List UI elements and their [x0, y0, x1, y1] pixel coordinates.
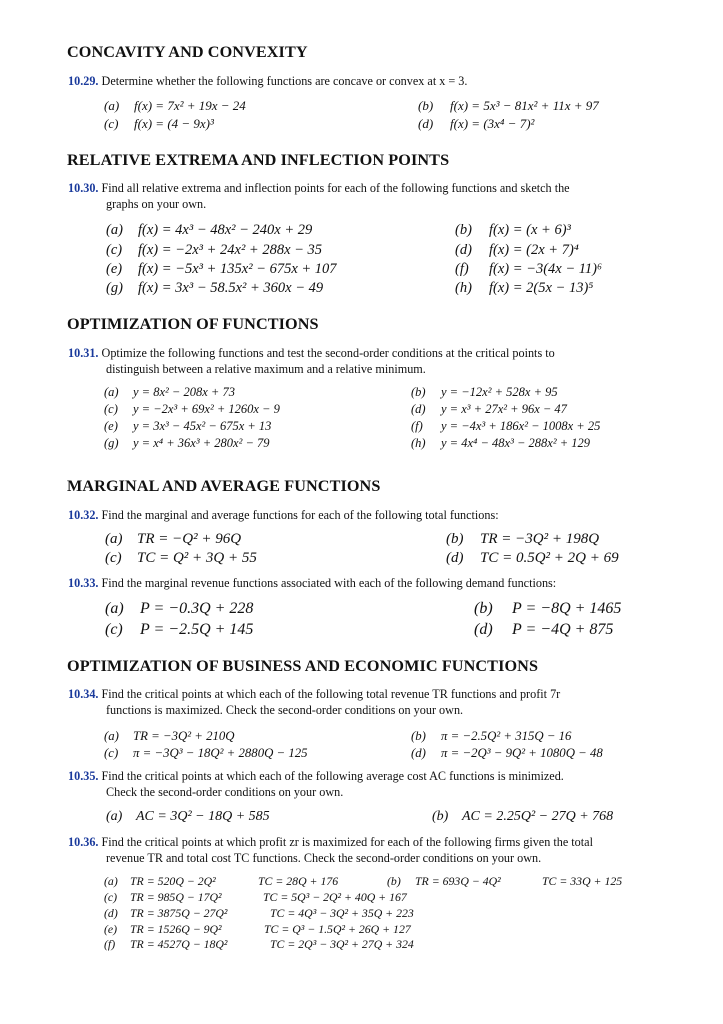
item-expression: f(x) = −5x³ + 135x² − 675x + 107	[138, 261, 337, 277]
item-label: (b)	[387, 874, 401, 888]
problem-statement	[68, 687, 668, 718]
item-tc-expression: TC = Q³ − 1.5Q² + 26Q + 127	[264, 922, 411, 936]
item-label: (a)	[106, 222, 123, 238]
equation-item	[411, 419, 600, 434]
equation-item	[446, 550, 619, 567]
item-expression: TR = −3Q² + 210Q	[133, 729, 235, 743]
item-label: (d)	[455, 242, 472, 258]
item-expression: f(x) = 5x³ − 81x² + 11x + 97	[450, 98, 599, 113]
problem-number: 10.31.	[68, 346, 99, 360]
problem-text: Optimize the following functions and test the second-order conditions at the critical points to	[101, 346, 555, 360]
item-tr-expression: TR = 3875Q − 27Q²	[130, 906, 228, 920]
item-label: (c)	[106, 242, 123, 258]
item-expression: y = 3x³ − 45x² − 675x + 13	[133, 419, 272, 433]
item-label: (a)	[105, 600, 124, 617]
item-expression: y = −4x³ + 186x² − 1008x + 25	[441, 419, 601, 433]
problem-number: 10.35.	[68, 769, 99, 783]
problem-statement	[68, 769, 668, 800]
item-expression: π = −2.5Q² + 315Q − 16	[441, 729, 572, 743]
section-heading	[67, 43, 687, 62]
equation-item	[106, 242, 322, 259]
item-label: (d)	[446, 550, 464, 566]
item-label: (f)	[411, 419, 423, 433]
item-label: (g)	[106, 280, 123, 296]
equation-item	[411, 436, 590, 451]
item-label: (d)	[411, 746, 426, 760]
item-tc-expression: TC = 5Q³ − 2Q² + 40Q + 167	[263, 890, 407, 904]
problem-statement	[68, 346, 668, 377]
item-label: (e)	[106, 261, 123, 277]
section-heading	[67, 315, 687, 334]
item-label: (c)	[104, 890, 118, 904]
equation-item	[418, 98, 599, 114]
equation-item	[104, 419, 271, 434]
item-expression: P = −2.5Q + 145	[140, 621, 254, 638]
problem-text-continued: functions is maximized. Check the second-order conditions on your own.	[106, 702, 464, 717]
item-expression: TR = −Q² + 96Q	[137, 531, 242, 547]
item-label: (c)	[104, 402, 118, 416]
equation-item	[432, 809, 613, 825]
problem-text: Find the critical points at which each of the following total revenue TR functions and profit 7r	[101, 687, 561, 701]
equation-item	[106, 280, 323, 297]
item-expression: y = −12x² + 528x + 95	[441, 385, 558, 399]
problem-text: Find all relative extrema and inflection points for each of the following functions and sketch the	[101, 181, 570, 195]
item-tc-expression: TC = 4Q³ − 3Q² + 35Q + 223	[270, 906, 414, 920]
item-label: (g)	[104, 436, 119, 450]
problem-number: 10.30.	[68, 181, 99, 195]
equation-item	[105, 621, 253, 639]
problem-text: Determine whether the following functions are concave or convex at x = 3.	[101, 74, 468, 88]
item-label: (a)	[104, 729, 119, 743]
equation-item	[104, 746, 308, 761]
equation-item	[104, 402, 280, 417]
problem-number: 10.36.	[68, 835, 99, 849]
equation-item	[411, 402, 567, 417]
equation-item	[104, 116, 214, 132]
item-expression: f(x) = −3(4x − 11)⁶	[489, 261, 603, 277]
item-label: (d)	[411, 402, 426, 416]
item-expression: y = 8x² − 208x + 73	[133, 385, 235, 399]
section-title: MARGINAL AND AVERAGE FUNCTIONS	[67, 477, 381, 495]
item-label: (c)	[104, 116, 119, 131]
problem-text-continued: Check the second-order conditions on your own.	[106, 784, 344, 799]
problem-statement	[68, 181, 668, 212]
item-label: (h)	[455, 280, 472, 296]
equation-item	[106, 222, 312, 239]
item-label: (b)	[418, 98, 434, 113]
equation-item	[104, 98, 246, 114]
item-tc-expression: TC = 2Q³ − 3Q² + 27Q + 324	[270, 937, 414, 951]
equation-item	[104, 906, 414, 921]
problem-text-continued: revenue TR and total cost TC functions. Check the second-order conditions on your own.	[106, 850, 542, 865]
equation-item	[105, 600, 253, 618]
item-expression: P = −8Q + 1465	[512, 600, 622, 617]
equation-item	[446, 531, 599, 548]
item-label: (a)	[104, 385, 119, 399]
section-title: RELATIVE EXTREMA AND INFLECTION POINTS	[67, 151, 450, 169]
item-expression: y = x³ + 27x² + 96x − 47	[441, 402, 567, 416]
item-expression: f(x) = 3x³ − 58.5x² + 360x − 49	[138, 280, 324, 296]
section-title: OPTIMIZATION OF BUSINESS AND ECONOMIC FUNCTIONS	[67, 657, 539, 675]
item-expression: TR = −3Q² + 198Q	[480, 531, 600, 547]
problem-text-continued: graphs on your own.	[106, 196, 207, 211]
item-expression: TC = 0.5Q² + 2Q + 69	[480, 550, 619, 566]
equation-item	[104, 729, 235, 744]
item-expression: y = 4x⁴ − 48x³ − 288x² + 129	[441, 436, 591, 450]
equation-item	[105, 531, 241, 548]
equation-item	[474, 621, 613, 639]
item-label: (b)	[411, 729, 426, 743]
problem-text-continued: distinguish between a relative maximum and a relative minimum.	[106, 361, 426, 376]
item-label: (b)	[411, 385, 426, 399]
item-expression: π = −3Q³ − 18Q² + 2880Q − 125	[133, 746, 308, 760]
item-label: (e)	[104, 419, 118, 433]
equation-item	[474, 600, 621, 618]
equation-item	[411, 746, 603, 761]
item-expression: f(x) = 7x² + 19x − 24	[134, 98, 246, 113]
item-label: (b)	[474, 600, 493, 617]
item-tr-expression: TR = 520Q − 2Q²	[130, 874, 216, 888]
item-expression: AC = 2.25Q² − 27Q + 768	[462, 809, 614, 824]
section-heading	[67, 477, 687, 496]
item-expression: f(x) = 2(5x − 13)⁵	[489, 280, 594, 296]
problem-text: Find the marginal and average functions for each of the following total functions:	[101, 508, 499, 522]
item-expression: f(x) = (3x⁴ − 7)²	[450, 116, 535, 131]
equation-item	[104, 922, 411, 937]
item-label: (f)	[104, 937, 116, 951]
item-label: (d)	[418, 116, 434, 131]
item-tc-expression: TC = 28Q + 176	[258, 874, 339, 888]
item-label: (c)	[105, 550, 122, 566]
item-label: (e)	[104, 922, 118, 936]
item-label: (b)	[446, 531, 464, 547]
problem-number: 10.33.	[68, 576, 99, 590]
item-label: (a)	[104, 874, 118, 888]
item-label: (a)	[105, 531, 123, 547]
item-expression: TC = Q² + 3Q + 55	[137, 550, 257, 566]
problem-number: 10.29.	[68, 74, 99, 88]
problem-statement	[68, 576, 668, 592]
item-label: (d)	[104, 906, 118, 920]
item-expression: P = −0.3Q + 228	[140, 600, 254, 617]
item-label: (b)	[455, 222, 472, 238]
equation-item	[418, 116, 534, 132]
equation-item	[106, 809, 270, 825]
equation-item	[104, 937, 414, 952]
problem-text: Find the critical points at which profit zr is maximized for each of the following firms given the total	[101, 835, 593, 849]
equation-item	[455, 280, 593, 297]
item-label: (a)	[106, 809, 123, 824]
item-expression: f(x) = 4x³ − 48x² − 240x + 29	[138, 222, 313, 238]
item-expression: f(x) = (4 − 9x)³	[134, 116, 214, 131]
item-tr-expression: TR = 693Q − 4Q²	[415, 874, 501, 888]
item-expression: y = x⁴ + 36x³ + 280x² − 79	[133, 436, 270, 450]
item-expression: P = −4Q + 875	[512, 621, 614, 638]
item-expression: π = −2Q³ − 9Q² + 1080Q − 48	[441, 746, 603, 760]
equation-item	[387, 874, 622, 889]
equation-item	[455, 222, 571, 239]
item-tr-expression: TR = 1526Q − 9Q²	[130, 922, 222, 936]
problem-number: 10.32.	[68, 508, 99, 522]
section-heading	[67, 657, 687, 676]
item-label: (h)	[411, 436, 426, 450]
equation-item	[104, 385, 235, 400]
equation-item	[455, 261, 602, 278]
equation-item	[411, 729, 571, 744]
item-label: (b)	[432, 809, 449, 824]
item-expression: AC = 3Q² − 18Q + 585	[136, 809, 270, 824]
item-label: (c)	[105, 621, 123, 638]
item-label: (d)	[474, 621, 493, 638]
equation-item	[105, 550, 257, 567]
equation-item	[104, 874, 338, 889]
section-title: OPTIMIZATION OF FUNCTIONS	[67, 315, 319, 333]
problem-statement	[68, 835, 668, 866]
problem-text: Find the marginal revenue functions associated with each of the following demand functions:	[101, 576, 557, 590]
equation-item	[106, 261, 337, 278]
section-heading	[67, 151, 687, 170]
item-expression: f(x) = (x + 6)³	[489, 222, 571, 238]
equation-item	[104, 890, 407, 905]
item-expression: f(x) = −2x³ + 24x² + 288x − 35	[138, 242, 323, 258]
problem-number: 10.34.	[68, 687, 99, 701]
equation-item	[104, 436, 270, 451]
item-expression: f(x) = (2x + 7)⁴	[489, 242, 579, 258]
problem-text: Find the critical points at which each of the following average cost AC functions is minimized.	[101, 769, 564, 783]
item-tr-expression: TR = 4527Q − 18Q²	[130, 937, 228, 951]
item-label: (c)	[104, 746, 119, 760]
equation-item	[411, 385, 558, 400]
item-expression: y = −2x³ + 69x² + 1260x − 9	[133, 402, 280, 416]
item-tr-expression: TR = 985Q − 17Q²	[130, 890, 222, 904]
section-title: CONCAVITY AND CONVEXITY	[67, 43, 308, 61]
problem-statement	[68, 74, 668, 90]
item-label: (f)	[455, 261, 469, 277]
item-label: (a)	[104, 98, 120, 113]
problem-statement	[68, 508, 668, 524]
equation-item	[455, 242, 579, 259]
item-tc-expression: TC = 33Q + 125	[542, 874, 623, 888]
